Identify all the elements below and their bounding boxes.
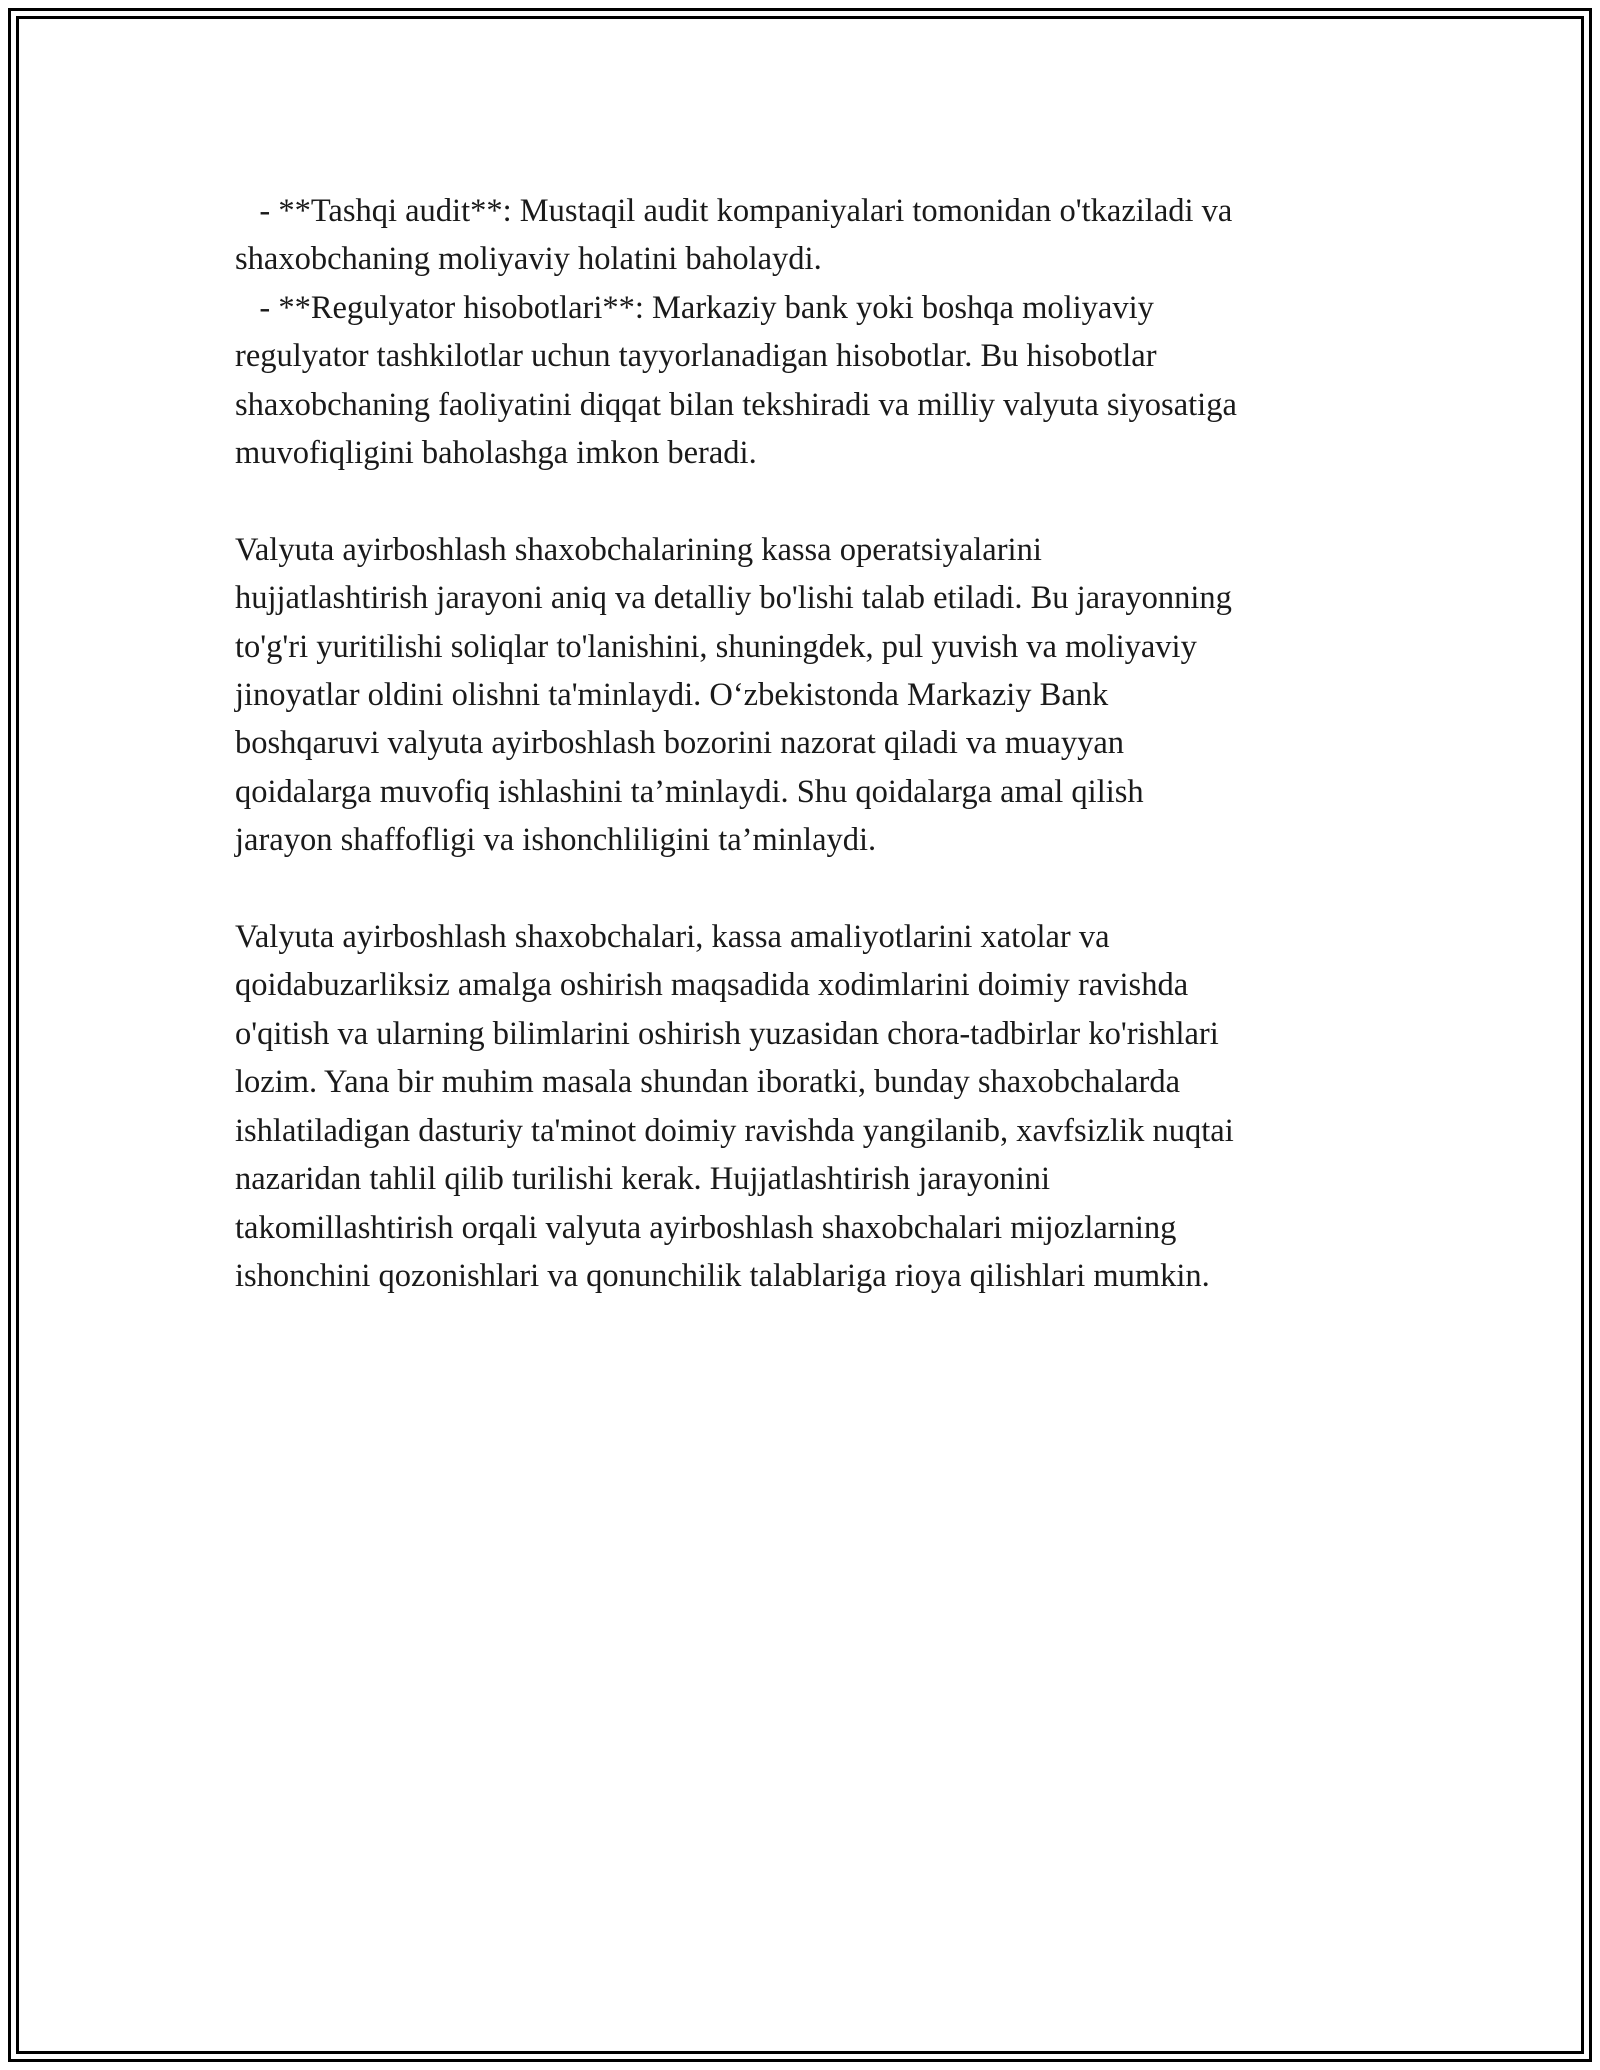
- text-line: jarayon shaffofligi va ishonchliligini ta’minlaydi.: [235, 822, 877, 859]
- text-line: hujjatlashtirish jarayoni aniq va detalliy bo'lishi talab etiladi. Bu jarayonning: [235, 580, 1232, 617]
- bullet-regulyator-hisobotlari: [235, 284, 1375, 478]
- text-line: Valyuta ayirboshlash shaxobchalari, kassa amaliyotlarini xatolar va: [235, 919, 1110, 956]
- text-line: qoidabuzarliksiz amalga oshirish maqsadida xodimlarini doimiy ravishda: [235, 967, 1189, 1004]
- document-body: [235, 187, 1375, 1300]
- text-line: qoidalarga muvofiq ishlashini ta’minlaydi. Shu qoidalarga amal qilish: [235, 773, 1144, 810]
- text-line: lozim. Yana bir muhim masala shundan iboratki, bunday shaxobchalarda: [235, 1064, 1181, 1101]
- text-line: - **Regulyator hisobotlari**: Markaziy bank yoki boshqa moliyaviy: [235, 289, 1154, 326]
- bullet-tashqi-audit: [235, 187, 1375, 284]
- paragraph-xodimlar-oqitish: [235, 913, 1375, 1300]
- text-line: regulyator tashkilotlar uchun tayyorlanadigan hisobotlar. Bu hisobotlar: [235, 338, 1157, 375]
- text-line: ishlatiladigan dasturiy ta'minot doimiy ravishda yangilanib, xavfsizlik nuqtai: [235, 1112, 1234, 1149]
- text-line: - **Tashqi audit**: Mustaqil audit kompaniyalari tomonidan o'tkaziladi va: [235, 193, 1233, 229]
- paragraph-kassa-operatsiyalari: [235, 526, 1375, 865]
- text-line: muvofiqligini baholashga imkon beradi.: [235, 435, 757, 472]
- text-line: takomillashtirish orqali valyuta ayirboshlash shaxobchalari mijozlarning: [235, 1209, 1177, 1246]
- text-line: to'g'ri yuritilishi soliqlar to'lanishini, shuningdek, pul yuvish va moliyaviy: [235, 628, 1197, 665]
- text-line: boshqaruvi valyuta ayirboshlash bozorini nazorat qiladi va muayyan: [235, 725, 1124, 762]
- text-line: Valyuta ayirboshlash shaxobchalarining kassa operatsiyalarini: [235, 531, 1042, 568]
- text-line: jinoyatlar oldini olishni ta'minlaydi. O‘zbekistonda Markaziy Bank: [235, 677, 1109, 714]
- text-line: shaxobchaning moliyaviy holatini baholaydi.: [235, 241, 822, 278]
- paragraph-gap: [235, 477, 1375, 525]
- text-line: shaxobchaning faoliyatini diqqat bilan tekshiradi va milliy valyuta siyosatiga: [235, 386, 1237, 423]
- paragraph-gap: [235, 865, 1375, 913]
- text-line: nazaridan tahlil qilib turilishi kerak. Hujjatlashtirish jarayonini: [235, 1161, 1051, 1198]
- text-line: o'qitish va ularning bilimlarini oshirish yuzasidan chora-tadbirlar ko'rishlari: [235, 1015, 1219, 1052]
- text-line: ishonchini qozonishlari va qonunchilik talablariga rioya qilishlari mumkin.: [235, 1257, 1210, 1294]
